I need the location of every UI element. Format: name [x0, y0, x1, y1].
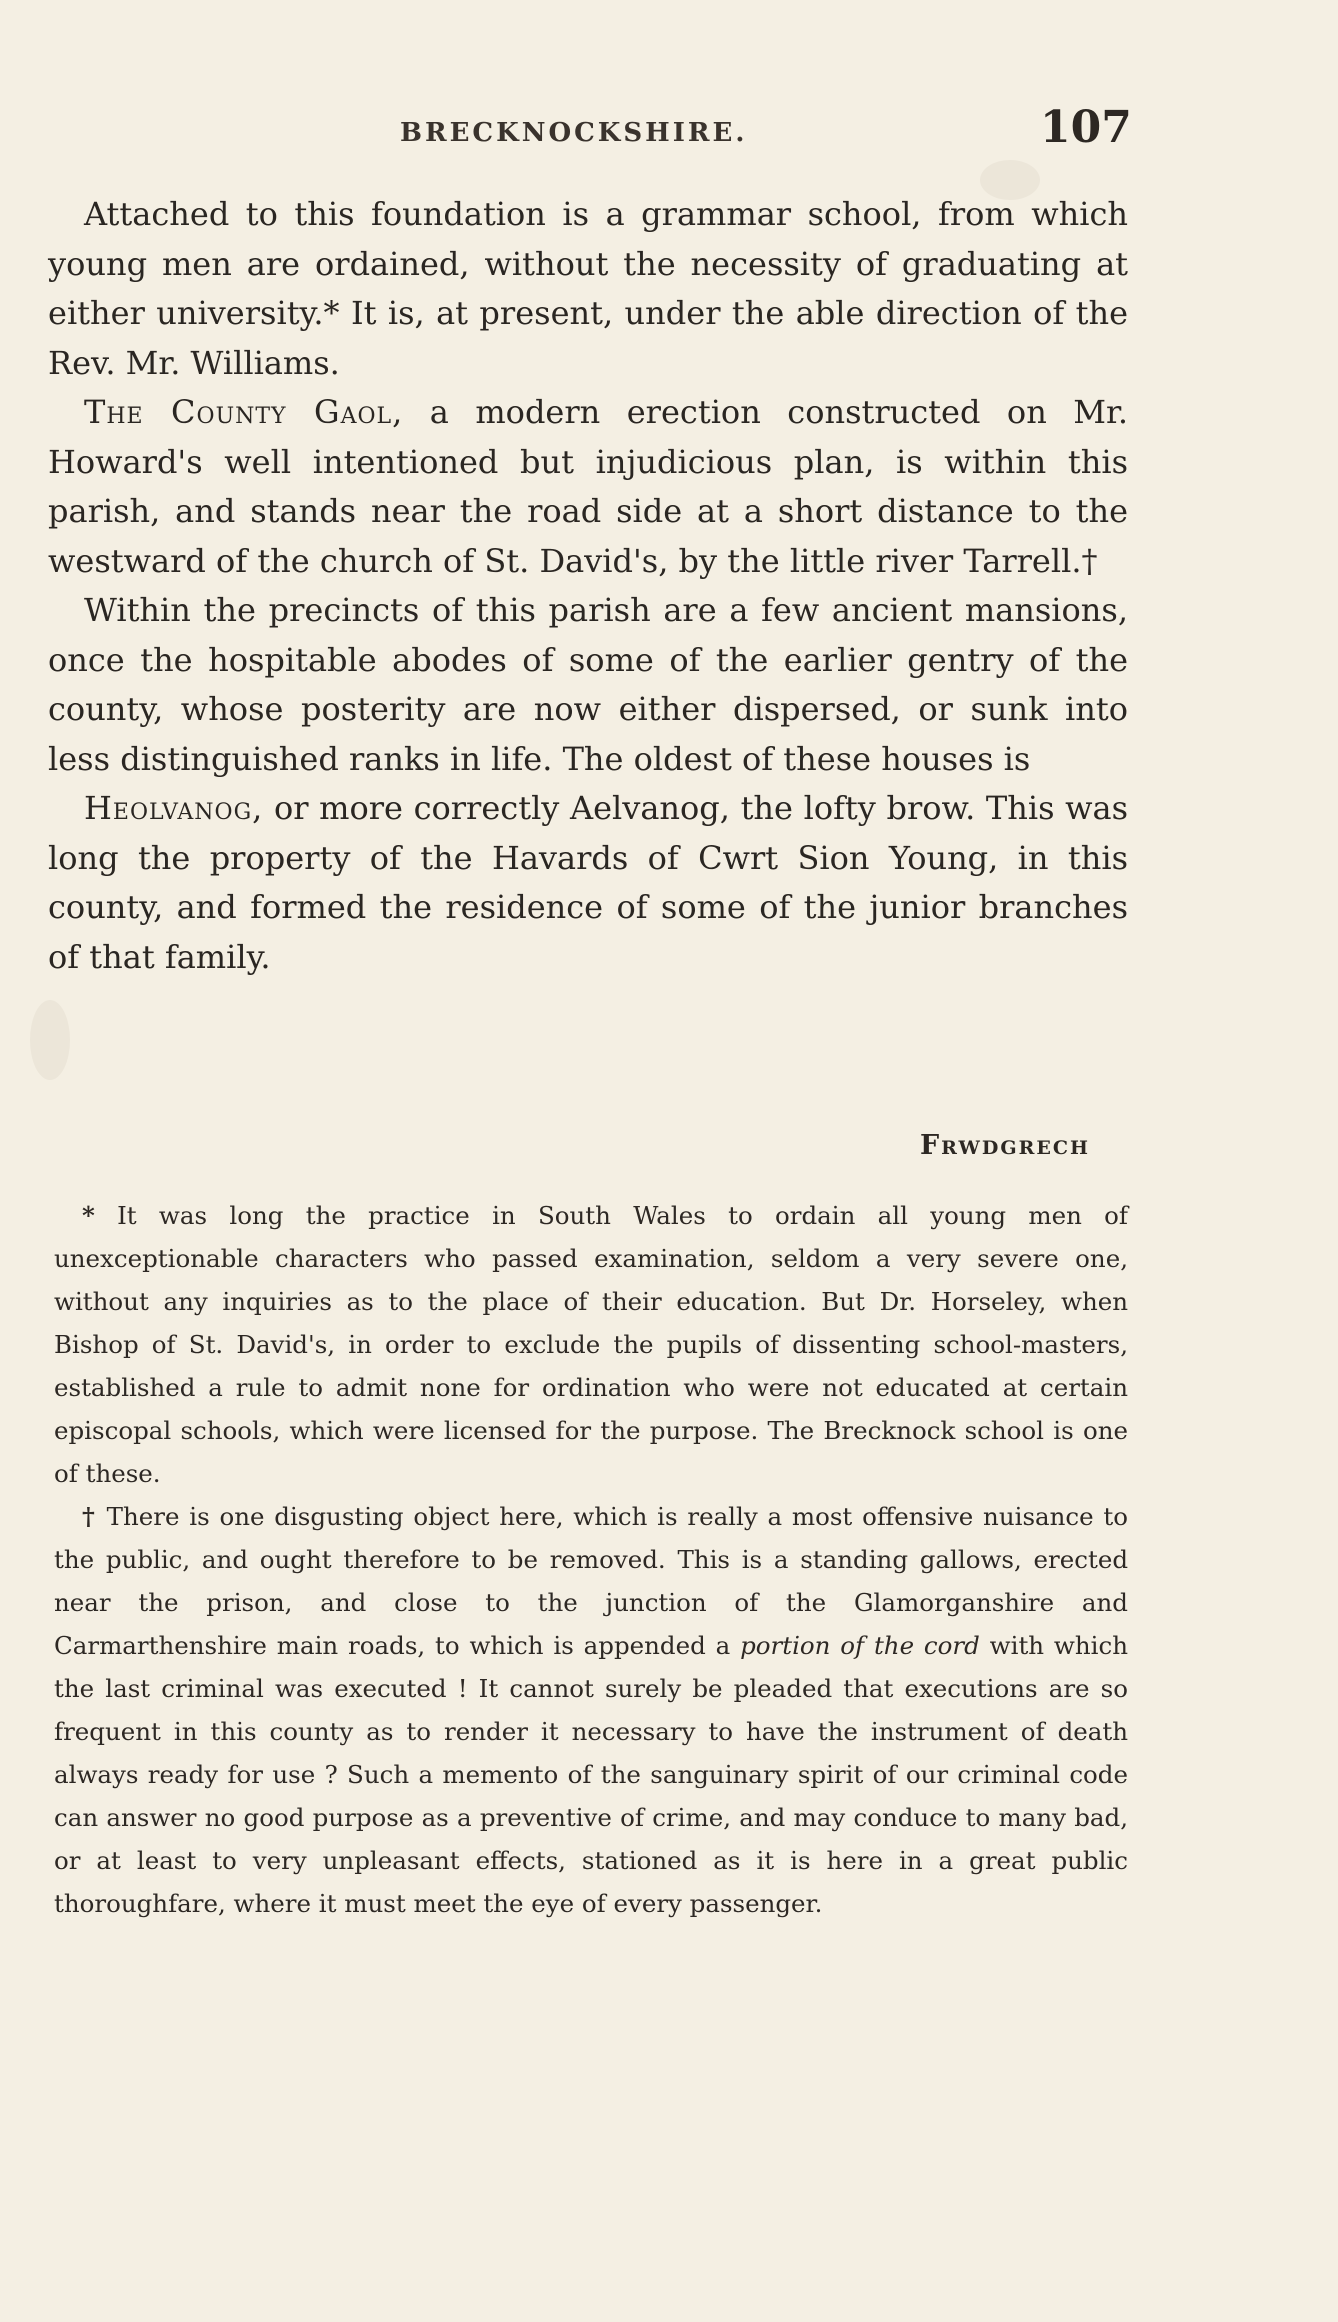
- paragraph-heolvanog: [48, 784, 1128, 982]
- paper-stain: [30, 1000, 70, 1080]
- page-number: 107: [1040, 102, 1132, 153]
- footnote-1-marker: *: [82, 1201, 95, 1230]
- footnote-2-marker: †: [82, 1502, 97, 1531]
- footnotes: [54, 1194, 1128, 1925]
- footnote-2-text-a: There is one disgusting object here, which is really a most offensive nuisance to the public, and ought therefore to be removed. This is a standing gallows, erected near the prison, and close to the junction of the Glamorganshire and Carmarthenshire main roads, to which is appended a: [54, 1502, 1129, 1660]
- paragraph-heolvanog-text: or more correctly Aelvanog, the lofty brow. This was long the property of the Havards of Cwrt Sion Young, in this county, and formed the residence of some of the junior branches of that family.: [48, 789, 1128, 976]
- running-title: BRECKNOCKSHIRE.: [400, 118, 748, 148]
- paragraph-county-gaol: [48, 388, 1128, 586]
- paragraph-grammar-school: Attached to this foundation is a grammar school, from which young men are ordained, without the necessity of graduating at either university.* It is, at present, under the able direction of the Rev. Mr. Williams.: [48, 195, 1128, 382]
- paragraph-ancient-mansions: Within the precincts of this parish are a few ancient mansions, once the hospitable abodes of some of the earlier gentry of the county, whose posterity are now either dispersed, or sunk into less distinguished ranks in life. The oldest of these houses is: [48, 591, 1128, 778]
- footnote-1-text: It was long the practice in South Wales to ordain all young men of unexceptionable characters who passed examination, seldom a very severe one, without any inquiries as to the place of their education. But Dr. Horseley, when Bishop of St. David's, in order to exclude the pupils of dissenting school-masters, established a rule to admit none for ordination who were not educated at certain episcopal schools, which were licensed for the purpose. The Brecknock school is one of these.: [54, 1201, 1128, 1488]
- heading-heolvanog: Heolvanog,: [84, 789, 264, 827]
- footnote-2: [54, 1495, 1128, 1925]
- footnote-1: [54, 1194, 1128, 1495]
- footnote-2-italic: portion of the cord: [740, 1631, 980, 1660]
- body-text: [48, 190, 1128, 982]
- paragraph-county-gaol-text: a modern erection constructed on Mr. Howard's well intentioned but injudicious plan, is within this parish, and stands near the road side at a short distance to the westward of the church of St. David's, by the little river Tarrell.†: [48, 393, 1128, 580]
- heading-county-gaol: The County Gaol,: [84, 393, 404, 431]
- footnote-2-text-b: with which the last criminal was executed ! It cannot surely be pleaded that executions are so frequent in this county as to render it necessary to have the instrument of death always ready for use ? Such a memento of the sanguinary spirit of our criminal code can answer no good purpose as a preventive of crime, and may conduce to many bad, or at least to very unpleasant effects, stationed as it is here in a great public thoroughfare, where it must meet the eye of every passenger.: [54, 1631, 1129, 1918]
- catchword: Frwdgrech: [920, 1130, 1090, 1161]
